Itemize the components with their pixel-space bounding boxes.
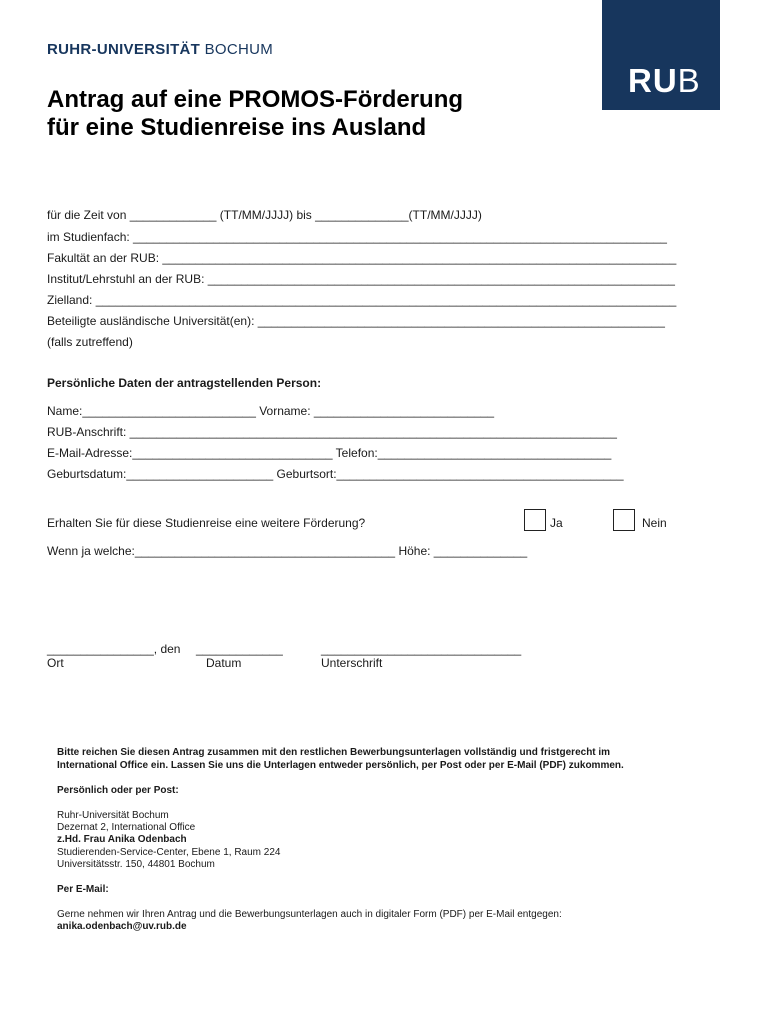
field-geburtsdatum-geburtsort[interactable]: Geburtsdatum:______________________ Geburtsort:___________________________________________ <box>47 467 624 481</box>
rub-logo <box>602 0 720 110</box>
signature-ort-label: Ort <box>47 656 64 670</box>
field-email-telefon[interactable]: E-Mail-Adresse:______________________________ Telefon:___________________________________ <box>47 446 612 460</box>
form-title-line2: für eine Studienreise ins Ausland <box>47 114 427 141</box>
checkbox-ja[interactable] <box>524 509 546 531</box>
address-line: Universitätsstr. 150, 44801 Bochum <box>57 859 215 870</box>
checkbox-nein[interactable] <box>613 509 635 531</box>
signature-unterschrift-line[interactable]: ______________________________ <box>321 642 522 656</box>
address-line: Ruhr-Universität Bochum <box>57 810 169 821</box>
field-studienfach[interactable]: im Studienfach: ________________________________________________________________________________ <box>47 230 667 244</box>
address-line: Studierenden-Service-Center, Ebene 1, Raum 224 <box>57 847 281 858</box>
signature-datum-label: Datum <box>206 656 242 670</box>
field-zeitraum[interactable]: für die Zeit von _____________ (TT/MM/JJJJ) bis ______________(TT/MM/JJJJ) <box>47 208 482 222</box>
checkbox-nein-label: Nein <box>642 516 667 530</box>
signature-datum-line[interactable]: _____________ <box>196 642 283 656</box>
university-name-light: BOCHUM <box>204 41 274 58</box>
funding-question: Erhalten Sie für diese Studienreise eine weitere Förderung? <box>47 516 366 530</box>
field-zielland[interactable]: Zielland: _______________________________________________________________________________________ <box>47 293 677 307</box>
university-name-bold: RUHR-UNIVERSITÄT <box>47 41 201 58</box>
field-rub-anschrift[interactable]: RUB-Anschrift: _________________________________________________________________________ <box>47 425 617 439</box>
university-name <box>47 41 273 58</box>
instruction-line1: Bitte reichen Sie diesen Antrag zusammen mit den restlichen Bewerbungsunterlagen vollständig und fristgerecht im <box>57 747 611 758</box>
form-title-line1: Antrag auf eine PROMOS-Förderung <box>47 86 464 113</box>
instruction-line2: International Office ein. Lassen Sie uns die Unterlagen entweder persönlich, per Post oder per E-Mail (PDF) zukommen. <box>57 760 624 771</box>
checkbox-ja-label: Ja <box>550 516 563 530</box>
rub-logo-text: RUB <box>628 62 701 99</box>
field-note-falls-zutreffend: (falls zutreffend) <box>47 335 133 349</box>
personal-data-heading: Persönliche Daten der antragstellenden Person: <box>47 376 322 390</box>
field-weitere-foerderung[interactable]: Wenn ja welche:_______________________________________ Höhe: ______________ <box>47 544 528 558</box>
email-address-link[interactable]: anika.odenbach@uv.rub.de <box>57 921 187 932</box>
field-name-vorname[interactable]: Name:__________________________ Vorname: ___________________________ <box>47 404 495 418</box>
email-text: Gerne nehmen wir Ihren Antrag und die Bewerbungsunterlagen auch in digitaler Form (PDF) per E-Mail entgegen: <box>57 909 562 920</box>
field-fakultaet[interactable]: Fakultät an der RUB: _____________________________________________________________________________ <box>47 251 677 265</box>
signature-unterschrift-label: Unterschrift <box>321 656 383 670</box>
address-line: Dezernat 2, International Office <box>57 822 196 833</box>
field-universitaeten[interactable]: Beteiligte ausländische Universität(en): _____________________________________________________________ <box>47 314 665 328</box>
field-institut[interactable]: Institut/Lehrstuhl an der RUB: ______________________________________________________________________ <box>47 272 675 286</box>
post-heading: Persönlich oder per Post: <box>57 785 179 796</box>
email-heading: Per E-Mail: <box>57 884 109 895</box>
signature-ort-line[interactable]: ________________, den <box>47 642 181 656</box>
address-line: z.Hd. Frau Anika Odenbach <box>57 834 187 845</box>
